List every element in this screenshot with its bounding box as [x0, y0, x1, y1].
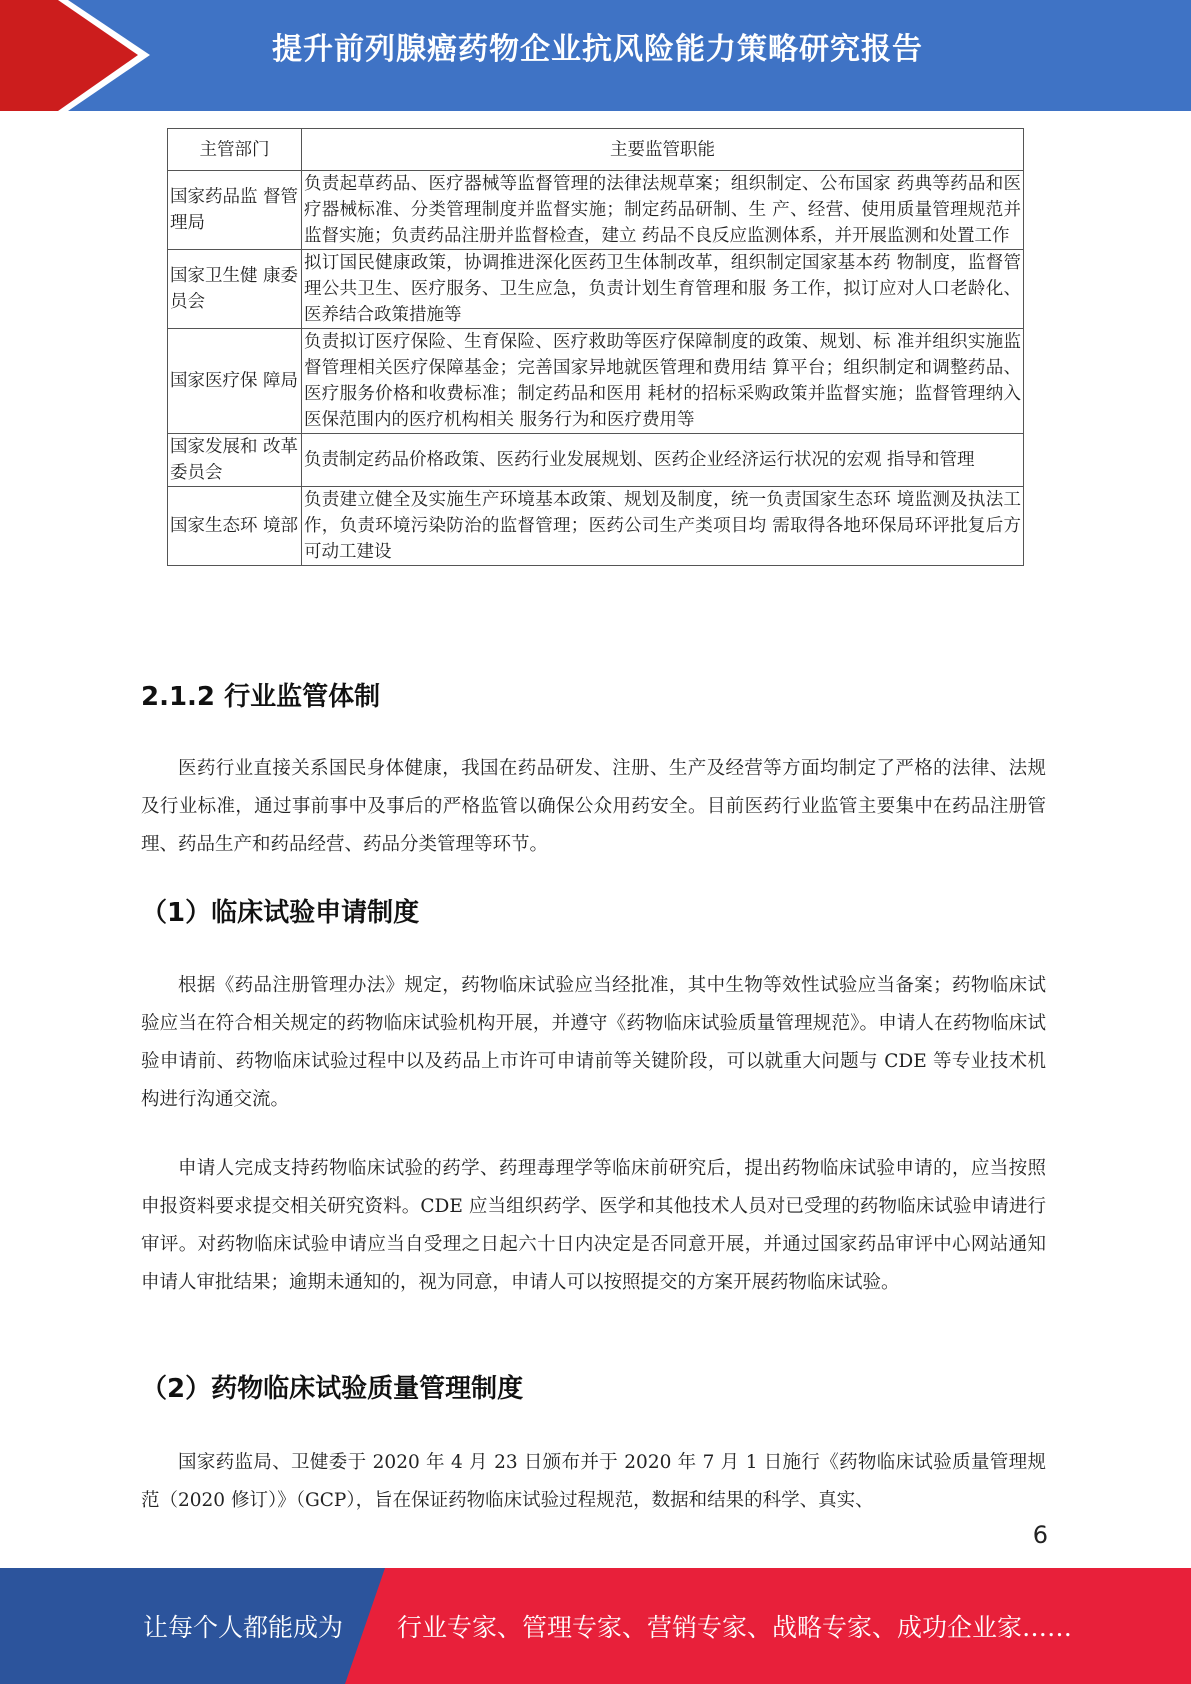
section-intro-paragraph: 医药行业直接关系国民身体健康，我国在药品研发、注册、生产及经营等方面均制定了严格的法律、法规及行业标准，通过事前事中及事后的严格监管以确保公众用药安全。目前医药行业监管主要集中在药品注册管理、药品生产和药品经营、药品分类管理等环节。	[141, 758, 1046, 855]
subsection-heading-clinical-trial-application: （1）临床试验申请制度	[141, 898, 420, 928]
page-number: 6	[1032, 1521, 1048, 1549]
table-header-department: 主管部门	[168, 129, 302, 171]
clinical-trial-paragraph-2: 申请人完成支持药物临床试验的药学、药理毒理学等临床前研究后，提出药物临床试验申请的，应当按照申报资料要求提交相关研究资料。CDE 应当组织药学、医学和其他技术人员对已受理的药物临床试验申请进行审评。对药物临床试验申请应当自受理之日起六十日内决定是否同意开展，并通过国家药品审评中心网站通知申请人审批结果；逾期未通知的，视为同意，申请人可以按照提交的方案开展药物临床试验。	[141, 1158, 1046, 1293]
table-cell-function: 负责建立健全及实施生产环境基本政策、规划及制度，统一负责国家生态环 境监测及执法工作，负责环境污染防治的监督管理；医药公司生产类项目均 需取得各地环保局环评批复后方可动工建设	[302, 487, 1024, 566]
table-cell-department: 国家医疗保 障局	[168, 329, 302, 434]
page-footer	[0, 1568, 1191, 1684]
table-cell-function: 负责拟订医疗保险、生育保险、医疗救助等医疗保障制度的政策、规划、标 准并组织实施监督管理相关医疗保障基金；完善国家异地就医管理和费用结 算平台；组织制定和调整药品、医疗服务价格和收费标准；制定药品和医用 耗材的招标采购政策并监督实施；监督管理纳入医保范围内的医疗机构相关 服务行为和医疗费用等	[302, 329, 1024, 434]
section-heading: 2.1.2 行业监管体制	[141, 682, 381, 712]
table-cell-department: 国家卫生健 康委员会	[168, 250, 302, 329]
table-cell-department: 国家发展和 改革委员会	[168, 434, 302, 487]
header-chevron-decoration	[0, 0, 160, 111]
table-cell-department: 国家药品监 督管理局	[168, 171, 302, 250]
table-header-function: 主要监管职能	[302, 129, 1024, 171]
footer-slogan-right: 行业专家、管理专家、营销专家、战略专家、成功企业家……	[397, 1613, 1073, 1642]
table-row	[168, 487, 1024, 566]
table-cell-function: 负责制定药品价格政策、医药行业发展规划、医药企业经济运行状况的宏观 指导和管理	[302, 434, 1024, 487]
table-row	[168, 250, 1024, 329]
page-header	[0, 0, 1191, 111]
gcp-paragraph-1: 国家药监局、卫健委于 2020 年 4 月 23 日颁布并于 2020 年 7 月 1 日施行《药物临床试验质量管理规范（2020 修订）》（GCP），旨在保证药物临床试验过程规范，数据和结果的科学、真实、	[141, 1452, 1046, 1511]
clinical-trial-paragraph-1: 根据《药品注册管理办法》规定，药物临床试验应当经批准，其中生物等效性试验应当备案；药物临床试验应当在符合相关规定的药物临床试验机构开展，并遵守《药物临床试验质量管理规范》。申请人在药物临床试验申请前、药物临床试验过程中以及药品上市许可申请前等关键阶段，可以就重大问题与 CDE 等专业技术机构进行沟通交流。	[141, 975, 1046, 1110]
table-header-row	[168, 129, 1024, 171]
table-row	[168, 434, 1024, 487]
table-cell-function: 负责起草药品、医疗器械等监督管理的法律法规草案；组织制定、公布国家 药典等药品和医疗器械标准、分类管理制度并监督实施；制定药品研制、生 产、经营、使用质量管理规范并监督实施；负责药品注册并监督检查，建立 药品不良反应监测体系，并开展监测和处置工作	[302, 171, 1024, 250]
report-title: 提升前列腺癌药物企业抗风险能力策略研究报告	[272, 32, 923, 67]
table-row	[168, 329, 1024, 434]
table-cell-function: 拟订国民健康政策，协调推进深化医药卫生体制改革，组织制定国家基本药 物制度，监督管理公共卫生、医疗服务、卫生应急，负责计划生育管理和服 务工作，拟订应对人口老龄化、医养结合政策措施等	[302, 250, 1024, 329]
table-row	[168, 171, 1024, 250]
footer-slogan-left: 让每个人都能成为	[143, 1613, 344, 1642]
table-cell-department: 国家生态环 境部	[168, 487, 302, 566]
subsection-heading-gcp: （2）药物临床试验质量管理制度	[141, 1374, 524, 1404]
regulatory-authorities-table	[167, 128, 1024, 566]
